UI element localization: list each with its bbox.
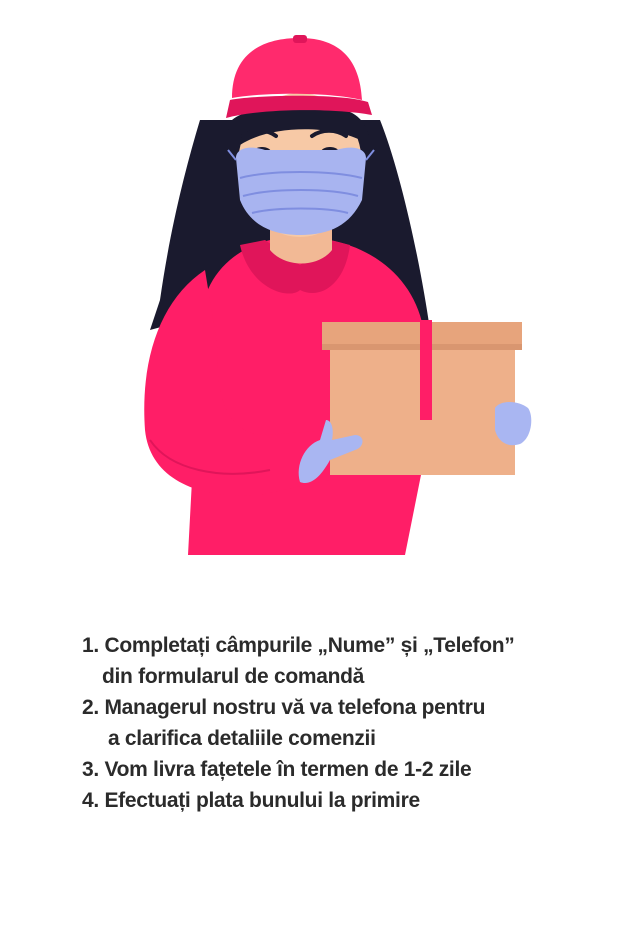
- step-1-continuation: din formularul de comandă: [102, 665, 365, 688]
- cap-icon: [226, 35, 372, 118]
- step-4-text: Efectuați plata bunului la primire: [104, 789, 420, 812]
- step-1-text: Completați câmpurile „Nume” și „Telefon”: [104, 634, 515, 657]
- step-2: [82, 692, 602, 754]
- step-4: [82, 785, 602, 816]
- step-4-number: 4.: [82, 789, 99, 812]
- step-2-text: Managerul nostru vă va telefona pentru: [104, 696, 486, 719]
- step-2-number: 2.: [82, 696, 99, 719]
- instructions-list: [82, 630, 602, 816]
- glove-icon: [495, 402, 531, 445]
- step-2-continuation: a clarifica detaliile comenzii: [108, 727, 376, 750]
- step-1: [82, 630, 602, 692]
- right-arm: [420, 320, 432, 420]
- step-3-number: 3.: [82, 758, 99, 781]
- step-3: [82, 754, 602, 785]
- step-1-number: 1.: [82, 634, 99, 657]
- step-3-text: Vom livra fațetele în termen de 1-2 zile: [104, 758, 472, 781]
